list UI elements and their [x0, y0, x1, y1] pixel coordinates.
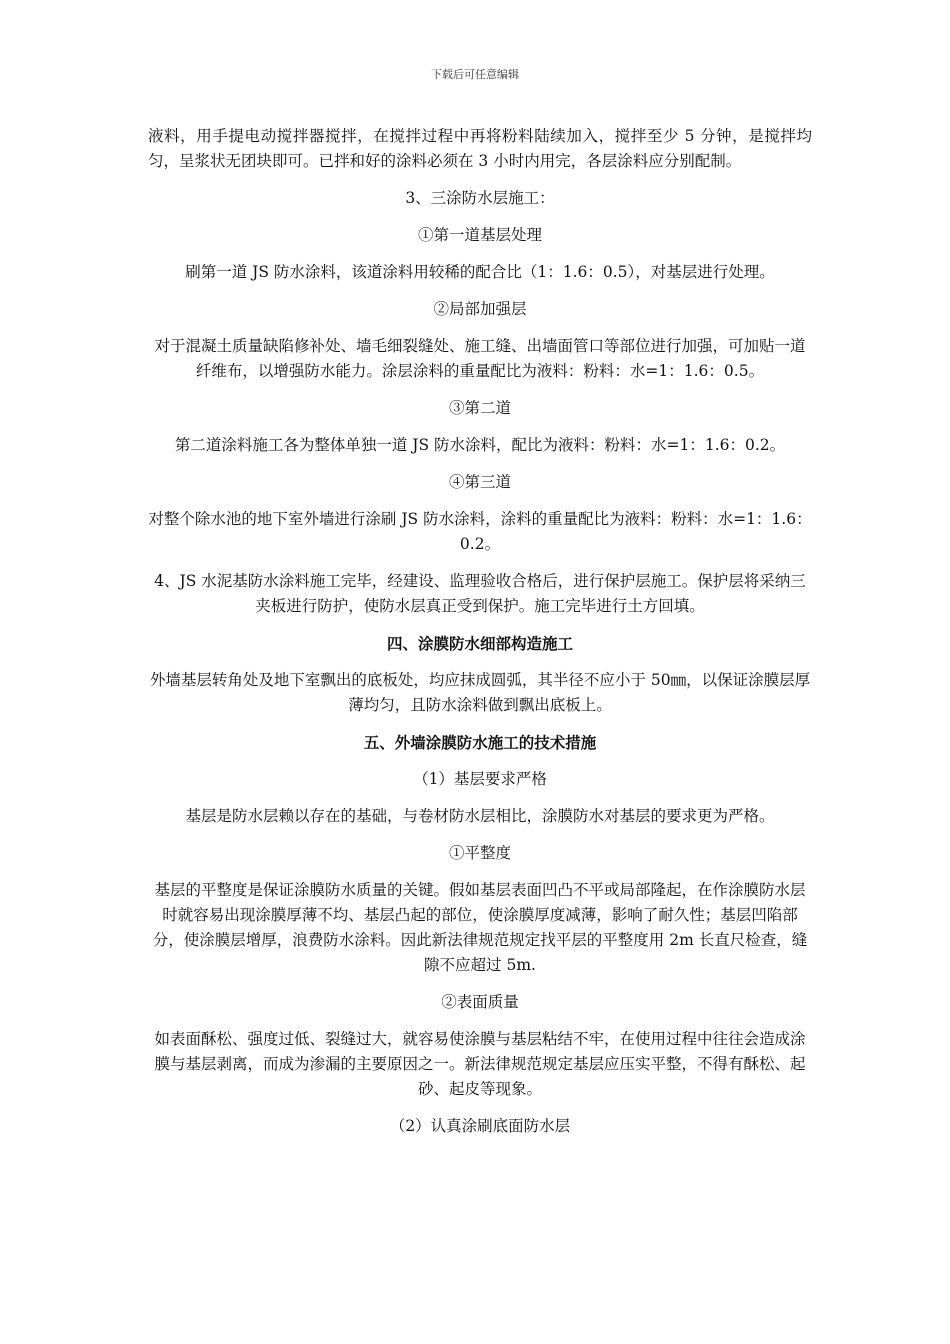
section-heading-technical-measures: 五、外墙涂膜防水施工的技术措施	[363, 733, 597, 752]
subheading-local-reinforcement: ②局部加强层	[433, 300, 527, 318]
paragraph-detail-construction: 外墙基层转角处及地下室飘出的底板处，均应抹成圆弧，其半径不应小于 50㎜，以保证涂膜层厚薄均匀，且防水涂料做到飘出底板上。	[149, 671, 811, 714]
subheading-first-coat: ①第一道基层处理	[417, 226, 542, 244]
subheading-base-requirements: （1）基层要求严格	[413, 770, 547, 788]
subheading-flatness: ①平整度	[448, 844, 511, 862]
section-heading-three-coat: 3、三涂防水层施工：	[405, 189, 555, 207]
paragraph-local-reinforcement: 对于混凝土质量缺陷修补处、墙毛细裂缝处、施工缝、出墙面管口等部位进行加强，可加贴一道纤维布，以增强防水能力。涂层涂料的重量配比为液料：粉料：水=1：1.6：0.5。	[154, 337, 806, 380]
subheading-surface-quality: ②表面质量	[441, 993, 519, 1011]
page-header: 下载后可任意编辑	[431, 68, 519, 81]
subheading-third-coat: ④第三道	[448, 473, 511, 491]
paragraph-second-coat: 第二道涂料施工各为整体单独一道 JS 防水涂料，配比为液料：粉料：水=1：1.6：0.2。	[174, 436, 786, 454]
paragraph-first-coat: 刷第一道 JS 防水涂料，该道涂料用较稀的配合比（1：1.6：0.5），对基层进行处理。	[185, 263, 775, 281]
paragraph-protection-layer: 4、JS 水泥基防水涂料施工完毕，经建设、监理验收合格后，进行保护层施工。保护层将采纳三夹板进行防护，使防水层真正受到保护。施工完毕进行土方回填。	[154, 572, 806, 615]
paragraph-surface-quality: 如表面酥松、强度过低、裂缝过大，就容易使涂膜与基层粘结不牢，在使用过程中往往会造成涂膜与基层剥离，而成为渗漏的主要原因之一。新法律规范规定基层应压实平整，不得有酥松、起砂、起皮等现象。	[154, 1030, 806, 1098]
document-body	[148, 124, 812, 1139]
subheading-bottom-coat: （2）认真涂刷底面防水层	[389, 1117, 571, 1135]
paragraph-mixing: 液料，用手提电动搅拌器搅拌，在搅拌过程中再将粉料陆续加入，搅拌至少 5 分钟，是搅拌均匀，呈浆状无团块即可。已拌和好的涂料必须在 3 小时内用完，各层涂料应分别配制。	[148, 127, 812, 170]
paragraph-flatness: 基层的平整度是保证涂膜防水质量的关键。假如基层表面凹凸不平或局部隆起，在作涂膜防水层时就容易出现涂膜厚薄不均、基层凸起的部位，使涂膜厚度减薄，影响了耐久性；基层凹陷部分，使涂膜层增厚，浪费防水涂料。因此新法律规范规定找平层的平整度用 2m 长直尺检查，缝隙不应超过 5m.	[152, 881, 808, 974]
section-heading-detail-construction: 四、涂膜防水细部构造施工	[386, 634, 573, 653]
paragraph-third-coat: 对整个除水池的地下室外墙进行涂刷 JS 防水涂料，涂料的重量配比为液料：粉料：水=1：1.6：0.2。	[148, 510, 812, 553]
subheading-second-coat: ③第二道	[448, 399, 511, 417]
paragraph-base-requirements: 基层是防水层赖以存在的基础，与卷材防水层相比，涂膜防水对基层的要求更为严格。	[185, 807, 775, 825]
